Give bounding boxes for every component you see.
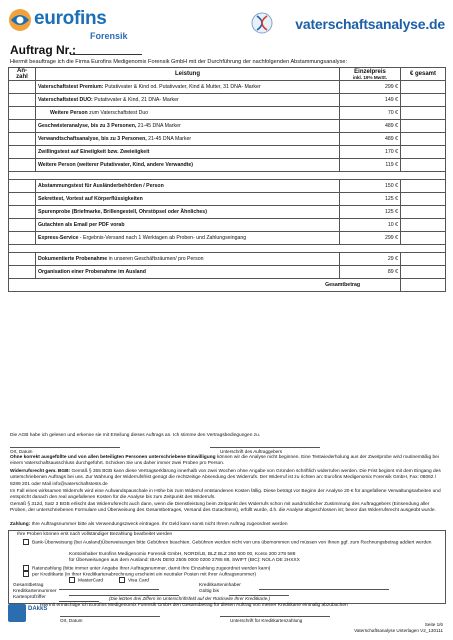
- quantity-field[interactable]: [9, 146, 36, 159]
- payment-paragraph: [10, 522, 446, 528]
- service-name: Dokumentierte Probenahme: [38, 256, 108, 262]
- total-row: [9, 279, 446, 292]
- header-einzelpreis: [340, 68, 401, 81]
- withdrawal-bold: Widerrufsrecht gem. BGB:: [10, 469, 71, 474]
- service-name: Geschwisteranalyse, bis zu 3 Personen,: [38, 123, 137, 129]
- service-detail: - Ergebnis-Versand nach 1 Werktagen ab Proben- und Zahlungseingang: [78, 235, 247, 241]
- bank-details-2: für Überweisungen aus dem Ausland: IBAN DE93 2505 0000 0200 2785 88, SWIFT (BIC): NOLA DE 2HXXX: [69, 558, 300, 563]
- quantity-field[interactable]: [9, 193, 36, 206]
- service-name: Weitere Person: [50, 110, 88, 116]
- table-spacer: [9, 172, 446, 180]
- consent-bold: Ohne korrekt ausgefüllte und von allen beteiligten Personen unterschriebene Einwilligung: [10, 455, 216, 460]
- quantity-field[interactable]: [9, 253, 36, 266]
- quantity-field[interactable]: [9, 133, 36, 146]
- payment-heading: Ihre Proben können erst nach vollständiger Bezahlung bearbeitet werden: [17, 532, 173, 537]
- vaterschaftsanalyse-logo: [245, 8, 445, 38]
- service-label: [36, 253, 340, 266]
- service-detail: zum Vaterschaftstest Duo: [87, 110, 149, 116]
- fee-paragraph: Im Fall eines wirksamen Widerrufs wird eine Aufwandspauschale in Höhe bis zum Widerruf entstandenen Kosten fällig. Diese beträgt vor Beginn der Analyse 20 € für angefallene Verwaltungsarbeiten und entspricht danach den real angefallenen Kosten für die Analyse bis zum Zeitpunkt des Widerrufs.: [10, 489, 441, 501]
- unit-price: 125 €: [340, 193, 401, 206]
- visa-label: Visa Card: [128, 578, 149, 584]
- service-name: Vaterschaftstest DUO:: [38, 97, 93, 103]
- sig1-date-label: Ort, Datum: [10, 449, 33, 454]
- quantity-field[interactable]: [9, 120, 36, 133]
- field-pruef-label: Kartenprüfziffer: [13, 595, 46, 600]
- mastercard-label: MasterCard: [78, 578, 104, 584]
- quantity-field[interactable]: [9, 81, 36, 94]
- table-row: [9, 180, 446, 193]
- line-total-field[interactable]: [401, 193, 446, 206]
- unit-price: 89 €: [340, 266, 401, 279]
- service-name: Express-Service: [38, 235, 79, 241]
- service-name: Sekrettest, Vortest auf Körperflüssigkeiten: [38, 196, 143, 202]
- table-header-row: [9, 68, 446, 81]
- service-detail: in unseren Geschäftsräumen/ pro Person: [107, 256, 204, 262]
- line-total-field[interactable]: [401, 232, 446, 245]
- page-number: Seite 1/6: [424, 622, 443, 627]
- field-inhaber-input[interactable]: [259, 589, 389, 590]
- service-label: [36, 266, 340, 279]
- unit-price: 150 €: [340, 180, 401, 193]
- line-total-field[interactable]: [401, 206, 446, 219]
- service-name: Vaterschaftstest Premium:: [38, 84, 104, 90]
- service-name: Spurenprobe (Briefmarke, Brillengestell, Ohrstöpsel oder Ähnliches): [38, 209, 207, 215]
- field-gesamt-label: Gesamtbetrag: [13, 583, 44, 588]
- header-einzelpreis-label: Einzelpreis: [354, 68, 386, 75]
- pricing-table: [8, 67, 446, 292]
- visa-option[interactable]: [119, 577, 149, 585]
- service-label: [36, 146, 340, 159]
- service-label: [36, 133, 340, 146]
- line-total-field[interactable]: [401, 266, 446, 279]
- table-row: [9, 232, 446, 245]
- table-row: [9, 159, 446, 172]
- header-gesamt: € gesamt: [401, 68, 446, 81]
- line-total-field[interactable]: [401, 146, 446, 159]
- forensik-label: Forensik: [90, 31, 128, 41]
- service-name: Gutachten als Email per PDF vorab: [38, 222, 125, 228]
- installment-label: Ratenzahlung (bitte immer unter Angabe Ihrer Auftragsnummer, damit Ihre Einzahlung zugeordnet werden kann): [32, 566, 271, 572]
- table-row: [9, 81, 446, 94]
- unit-price: 125 €: [340, 206, 401, 219]
- service-name: Weitere Person (weiterer Putativvater, Kind, andere Verwandte): [38, 162, 194, 168]
- field-inhaber-label: Kreditkarteninhaber: [199, 583, 241, 588]
- withdrawal-text: Gemäß § 355 BGB kann diese Vertragserklärung innerhalb von zwei Wochen ohne Angabe von Gründen schriftlich widerrufen werden. Die Frist beginnt mit dem Eingang des unterschriebenen Auftrags bei uns. Zur Wahrung der Widerrufsfrist genügt die rechtzeitige Absendung des Widerrufs. Der Widerruf ist zu richten an: Eurofins Medigenomix Forensik GmbH, Fax: 08062 / 8289 201 oder Mail info@vaterschaftstests.de: [10, 469, 441, 487]
- creditcard-label: per Kreditkarte (in Ihrer Kreditkartenabrechnung erscheint ein neutraler Posten mit Ihrer Auftragsnummer): [32, 572, 256, 578]
- cc-date-label: Ort, Datum: [60, 618, 83, 623]
- field-gueltig-label: Gültig bis: [199, 589, 219, 594]
- quantity-field[interactable]: [9, 107, 36, 120]
- line-total-field[interactable]: [401, 133, 446, 146]
- signature-line-client[interactable]: [210, 447, 320, 448]
- table-row: [9, 107, 446, 120]
- consent-text: können wir die Analyse nicht beginnen. Eine Testwiederholung aus der Zweitprobe wird routinemäßig bei einem Vaterschaftsausschluss durchgeführt. Schicken Sie uns daher immer zwei Proben pro Person.: [10, 455, 439, 467]
- eurofins-wordmark: eurofins: [34, 8, 107, 29]
- line-total-field[interactable]: [401, 159, 446, 172]
- service-label: [36, 94, 340, 107]
- order-title: Auftrag Nr.:: [10, 43, 76, 57]
- unit-price: 29 €: [340, 253, 401, 266]
- service-detail: Putativvater & Kind, 21 DNA- Marker: [92, 97, 179, 103]
- dakks-badge-icon: [8, 604, 26, 622]
- table-row: [9, 133, 446, 146]
- visa-checkbox[interactable]: [119, 577, 125, 583]
- service-label: [36, 180, 340, 193]
- line-total-field[interactable]: [401, 253, 446, 266]
- line-total-field[interactable]: [401, 180, 446, 193]
- service-label: [36, 159, 340, 172]
- bank-details-1: Kontoinhaber Eurofins Medigenomix Forensik GmbH, NORD/LB, BLZ BLZ 250 500 00, Konto 200 278 588: [69, 552, 296, 557]
- dna-helix-icon: [251, 12, 273, 34]
- header-anzahl: An- zahl: [9, 68, 36, 81]
- cc-sign-label: Unterschrift für Kreditkartenzahlung: [230, 618, 303, 623]
- field-pruef-note: (Die letzten drei Ziffern im Unterschriftsfeld auf der Rückseite Ihrer Kreditkarte.): [109, 596, 271, 601]
- service-detail: 21-45 DNA Marker: [136, 123, 181, 129]
- field-nummer-label: Kreditkartennummer: [13, 589, 57, 594]
- service-label: [36, 193, 340, 206]
- dakks-text: DAkkS: [28, 606, 48, 612]
- agb-statement: Die AGB habe ich gelesen und erkenne sie mit Erteilung dieses Auftrags an. Ich stimme den Vertragsbedingungen zu.: [10, 433, 261, 438]
- sig1-sign-label: Unterschrift des Auftraggebers: [220, 449, 283, 454]
- quantity-field[interactable]: [9, 266, 36, 279]
- table-row: [9, 253, 446, 266]
- unit-price: 489 €: [340, 120, 401, 133]
- bank-label: Bank-Überweisung (bei Ausland)Überweisungen bitte Gebühren beachten. Gebühren werden nicht von uns übernommen und müssen von Ihnen ggf. zum Rechnungsbetrag addiert werden: [32, 540, 432, 546]
- line-total-field[interactable]: [401, 107, 446, 120]
- unit-price: 10 €: [340, 219, 401, 232]
- creditcard-checkbox[interactable]: [23, 571, 29, 577]
- quantity-field[interactable]: [9, 232, 36, 245]
- table-row: [9, 219, 446, 232]
- eurofins-emblem-icon: [8, 8, 32, 32]
- unit-price: 70 €: [340, 107, 401, 120]
- line-total-field[interactable]: [401, 219, 446, 232]
- table-row: [9, 193, 446, 206]
- mastercard-checkbox[interactable]: [69, 577, 75, 583]
- unit-price: 489 €: [340, 133, 401, 146]
- payment-box: [8, 530, 446, 604]
- total-value-field[interactable]: [401, 279, 446, 292]
- unit-price: 299 €: [340, 232, 401, 245]
- service-name: Verwandtschaftsanalyse, bis zu 3 Personen,: [38, 136, 147, 142]
- service-label: [36, 81, 340, 94]
- service-detail: Putativvater & Kind od. Putativvater, Kind & Mutter, 31 DNA- Marker: [103, 84, 261, 90]
- quantity-field[interactable]: [9, 219, 36, 232]
- unit-price: 170 €: [340, 146, 401, 159]
- unit-price: 149 €: [340, 94, 401, 107]
- bank-checkbox[interactable]: [23, 539, 29, 545]
- service-name: Organisation einer Probenahme im Ausland: [38, 269, 146, 275]
- table-row: [9, 266, 446, 279]
- table-row: [9, 94, 446, 107]
- mastercard-option[interactable]: [69, 577, 103, 585]
- option-bank[interactable]: [23, 539, 433, 547]
- payment-bold: Zahlung:: [10, 522, 31, 527]
- field-pruef-input[interactable]: [59, 601, 99, 602]
- quantity-field[interactable]: [9, 206, 36, 219]
- order-intro: Hiermit beauftrage ich die Firma Eurofins Medigenomix Forensik GmbH mit der Durchführung der nachfolgenden Abstammungsanalyse:: [10, 59, 348, 65]
- service-label: [36, 232, 340, 245]
- table-row: [9, 120, 446, 133]
- cc-signature-line-date[interactable]: [60, 616, 160, 617]
- withdrawal-paragraph: [10, 469, 446, 488]
- unit-price: 119 €: [340, 159, 401, 172]
- service-label: [36, 219, 340, 232]
- header-leistung: Leistung: [36, 68, 340, 81]
- service-detail: 21-45 DNA Marker: [146, 136, 192, 142]
- table-row: [9, 206, 446, 219]
- cc-signature-line[interactable]: [220, 616, 330, 617]
- service-label: [36, 120, 340, 133]
- service-name: Zwillingstest auf Eineiigkeit bzw. Zweieiigkeit: [38, 149, 150, 155]
- eurofins-logo: [8, 6, 158, 46]
- vaterschaftsanalyse-wordmark: vaterschaftsanalyse.de: [295, 16, 445, 32]
- quantity-field[interactable]: [9, 94, 36, 107]
- service-label: [36, 206, 340, 219]
- unit-price: 299 €: [340, 81, 401, 94]
- table-spacer: [9, 245, 446, 253]
- total-label: Gesamtbetrag: [9, 279, 401, 292]
- quantity-field[interactable]: [9, 159, 36, 172]
- service-label: [36, 107, 340, 120]
- quantity-field[interactable]: [9, 180, 36, 193]
- order-number-field[interactable]: [70, 54, 142, 55]
- consent-paragraph: [10, 455, 446, 468]
- line-total-field[interactable]: [401, 94, 446, 107]
- payment-text: Ihre Auftragsnummer bitte als Verwendungszweck eintragen. Ihr Geld kann sonst nicht Ihrem Auftrag zugeordnet werden: [30, 522, 288, 527]
- creditcard-authorization: Hiermit ermächtige ich Eurofins Medigenomix Forensik GmbH den Gesamtbetrag für diesen Auftrag von meiner Kreditkarte einmalig abzubuchen: [40, 603, 348, 608]
- table-row: [9, 146, 446, 159]
- line-total-field[interactable]: [401, 120, 446, 133]
- expiry-paragraph: Gemäß § 312d, Satz 3 BGB erlischt das Widerrufsrecht auch dann, wenn die Dienstleistung beim Zeitpunkt des Widerrufs schon mit ausdrücklicher Zustimmung des Auftraggebers (Einsendung aller Proben, der unterschriebenen Formulare und Überweisung des Gesamtbetrages, Versand des Gutachtens), erfüllt wurde, d.h. die Analyse abgeschlossen ist; bevor das Widerrufsrecht ausgeübt wurde.: [10, 502, 436, 514]
- dakks-logo: [8, 604, 48, 638]
- service-name: Abstammungstest für Ausländerbehörden / Person: [38, 183, 164, 189]
- field-gesamt-input[interactable]: [59, 589, 159, 590]
- signature-line-date[interactable]: [10, 447, 120, 448]
- line-total-field[interactable]: [401, 81, 446, 94]
- document-version: Vaterschaftsanalyse Unterlagen V2_130111: [354, 628, 443, 633]
- header-einzelpreis-vat: inkl. 19% MwSt.: [352, 74, 388, 80]
